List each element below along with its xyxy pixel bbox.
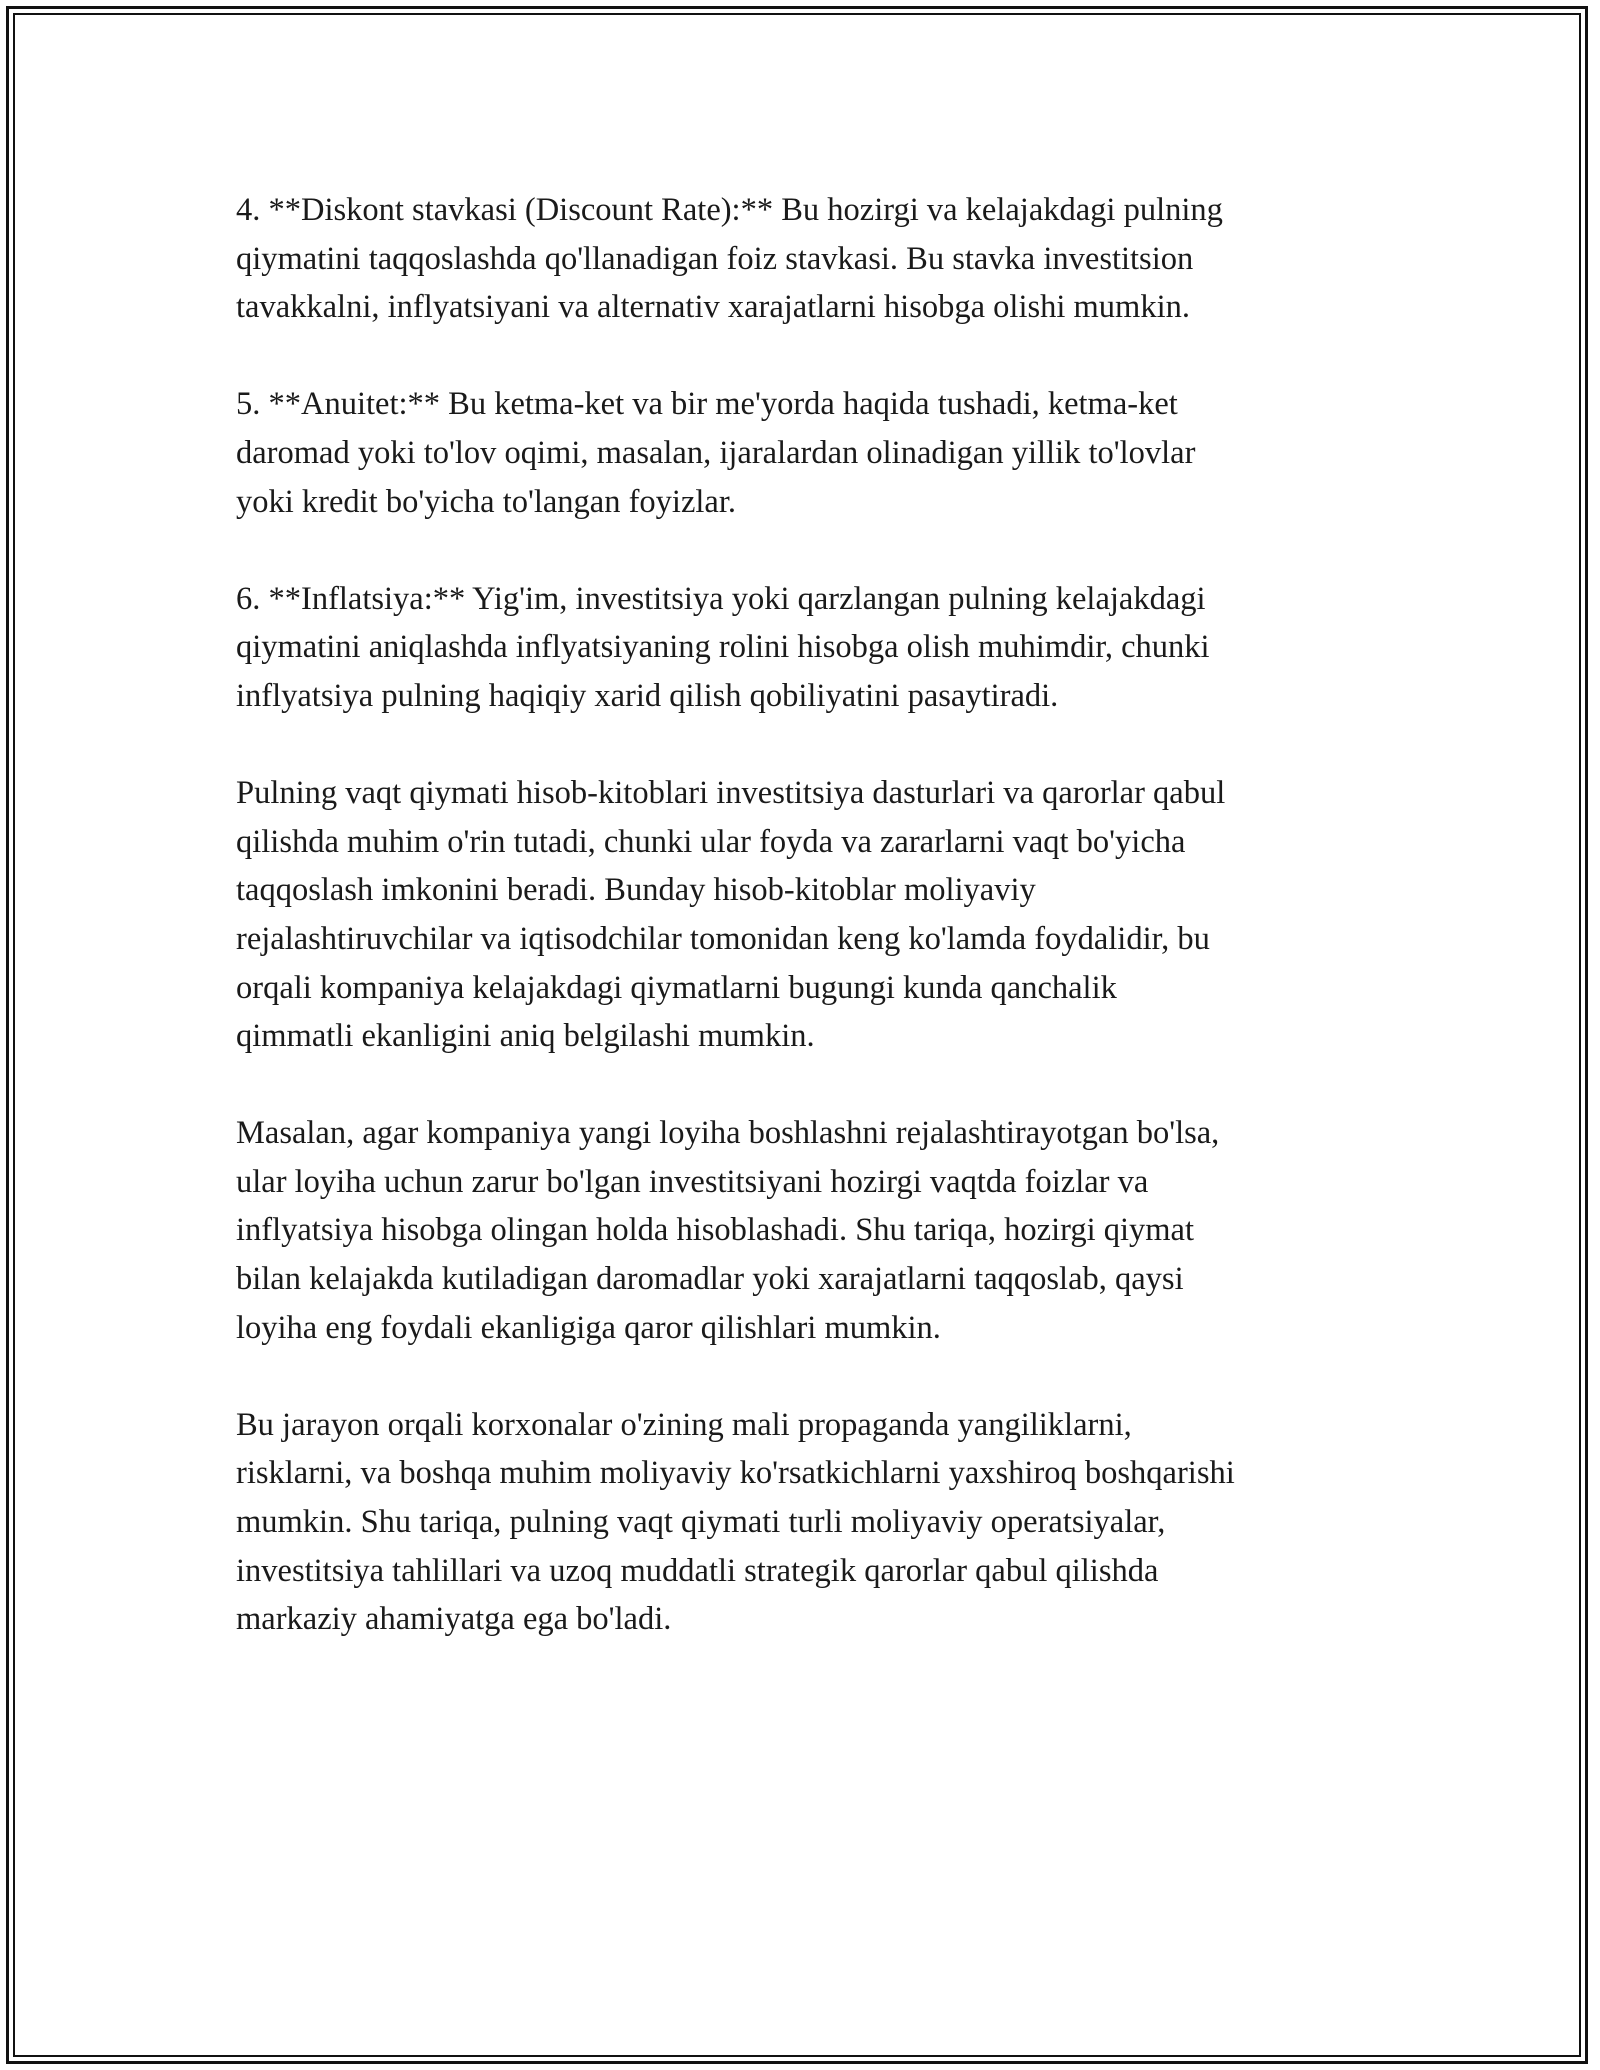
paragraph-inflation: 6. **Inflatsiya:** Yig'im, investitsiya yoki qarzlangan pulning kelajakdagi qiymatini aniqlashda inflyatsiyaning rolini hisobga olish muhimdir, chunki inflyatsiya pulning haqiqiy xarid qilish qobiliyatini pasaytiradi. <box>236 580 1210 714</box>
paragraph-conclusion: Bu jarayon orqali korxonalar o'zining mali propaganda yangiliklarni, risklarni, va boshqa muhim moliyaviy ko'rsatkichlarni yaxshiroq boshqarishi mumkin. Shu tariqa, pulning vaqt qiymati turli moliyaviy operatsiyalar, investitsiya tahlillari va uzoq muddatli strategik qarorlar qabul qilishda markaziy ahamiyatga ega bo'ladi. <box>236 1406 1235 1638</box>
paragraph-annuity: 5. **Anuitet:** Bu ketma-ket va bir me'yorda haqida tushadi, ketma-ket daromad yoki to'lov oqimi, masalan, ijaralardan olinadigan yillik to'lovlar yoki kredit bo'yicha to'langan foyizlar. <box>236 386 1196 520</box>
paragraph-time-value-calculations: Pulning vaqt qiymati hisob-kitoblari investitsiya dasturlari va qarorlar qabul qilishda muhim o'rin tutadi, chunki ular foyda va zararlarni vaqt bo'yicha taqqoslash imkonini beradi. Bunday hisob-kitoblar moliyaviy rejalashtiruvchilar va iqtisodchilar tomonidan keng ko'lamda foydalidir, bu orqali kompaniya kelajakdagi qiymatlarni bugungi kunda qanchalik qimmatli ekanligini aniq belgilashi mumkin. <box>236 775 1226 1055</box>
document-body <box>236 186 1366 1644</box>
paragraph-example: Masalan, agar kompaniya yangi loyiha boshlashni rejalashtirayotgan bo'lsa, ular loyiha uchun zarur bo'lgan investitsiyani hozirgi vaqtda foizlar va inflyatsiya hisobga olingan holda hisoblashadi. Shu tariqa, hozirgi qiymat bilan kelajakda kutiladigan daromadlar yoki xarajatlarni taqqoslab, qaysi loyiha eng foydali ekanligiga qaror qilishlari mumkin. <box>236 1115 1220 1346</box>
paragraph-discount-rate: 4. **Diskont stavkasi (Discount Rate):** Bu hozirgi va kelajakdagi pulning qiymatini taqqoslashda qo'llanadigan foiz stavkasi. Bu stavka investitsion tavakkalni, inflyatsiyani va alternativ xarajatlarni hisobga olishi mumkin. <box>236 192 1223 326</box>
